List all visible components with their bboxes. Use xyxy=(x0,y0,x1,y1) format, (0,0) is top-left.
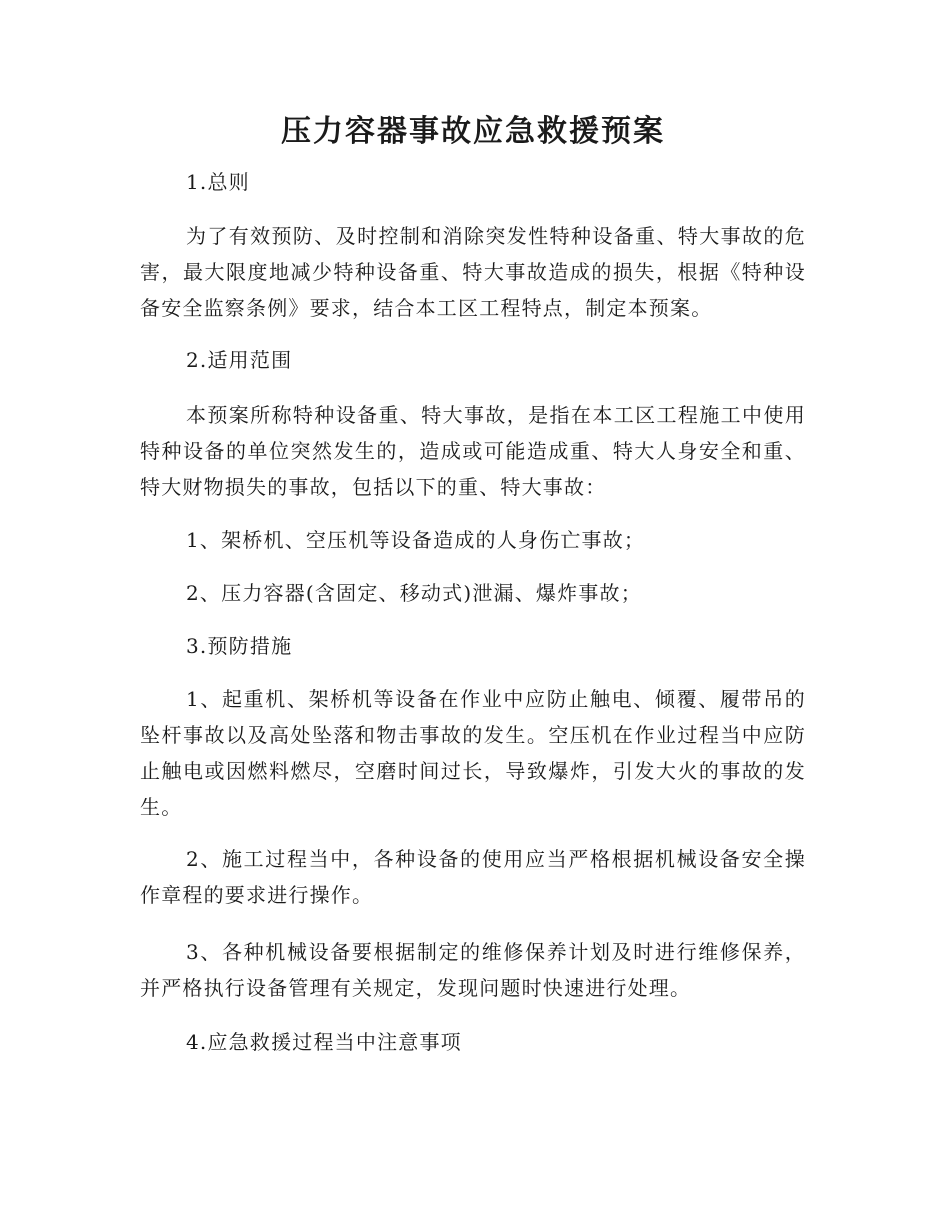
paragraph-prevention-1: 1、起重机、架桥机等设备在作业中应防止触电、倾覆、履带吊的坠杆事故以及高处坠落和物击事故的发生。空压机在作业过程当中应防止触电或因燃料燃尽，空磨时间过长，导致爆炸，引发大火的事故的发生。 xyxy=(140,687,806,819)
section-heading-general: 1.总则 xyxy=(186,170,250,194)
list-item-accident-2: 2、压力容器(含固定、移动式)泄漏、爆炸事故； xyxy=(186,581,642,605)
paragraph-prevention-2: 2、施工过程当中，各种设备的使用应当严格根据机械设备安全操作章程的要求进行操作。 xyxy=(140,847,806,907)
paragraph-general: 为了有效预防、及时控制和消除突发性特种设备重、特大事故的危害，最大限度地减少特种设备重、特大事故造成的损失，根据《特种设备安全监察条例》要求，结合本工区工程特点，制定本预案。 xyxy=(140,224,806,320)
section-heading-rescue: 4.应急救援过程当中注意事项 xyxy=(186,1030,462,1054)
paragraph-prevention-3: 3、各种机械设备要根据制定的维修保养计划及时进行维修保养，并严格执行设备管理有关规定，发现问题时快速进行处理。 xyxy=(140,940,806,1000)
paragraph-scope: 本预案所称特种设备重、特大事故，是指在本工区工程施工中使用特种设备的单位突然发生的，造成或可能造成重、特大人身安全和重、特大财物损失的事故，包括以下的重、特大事故： xyxy=(140,403,806,499)
section-heading-scope: 2.适用范围 xyxy=(186,348,293,372)
list-item-accident-1: 1、架桥机、空压机等设备造成的人身伤亡事故； xyxy=(186,528,646,552)
document-title: 压力容器事故应急救援预案 xyxy=(281,114,665,149)
section-heading-prevention: 3.预防措施 xyxy=(186,634,293,658)
